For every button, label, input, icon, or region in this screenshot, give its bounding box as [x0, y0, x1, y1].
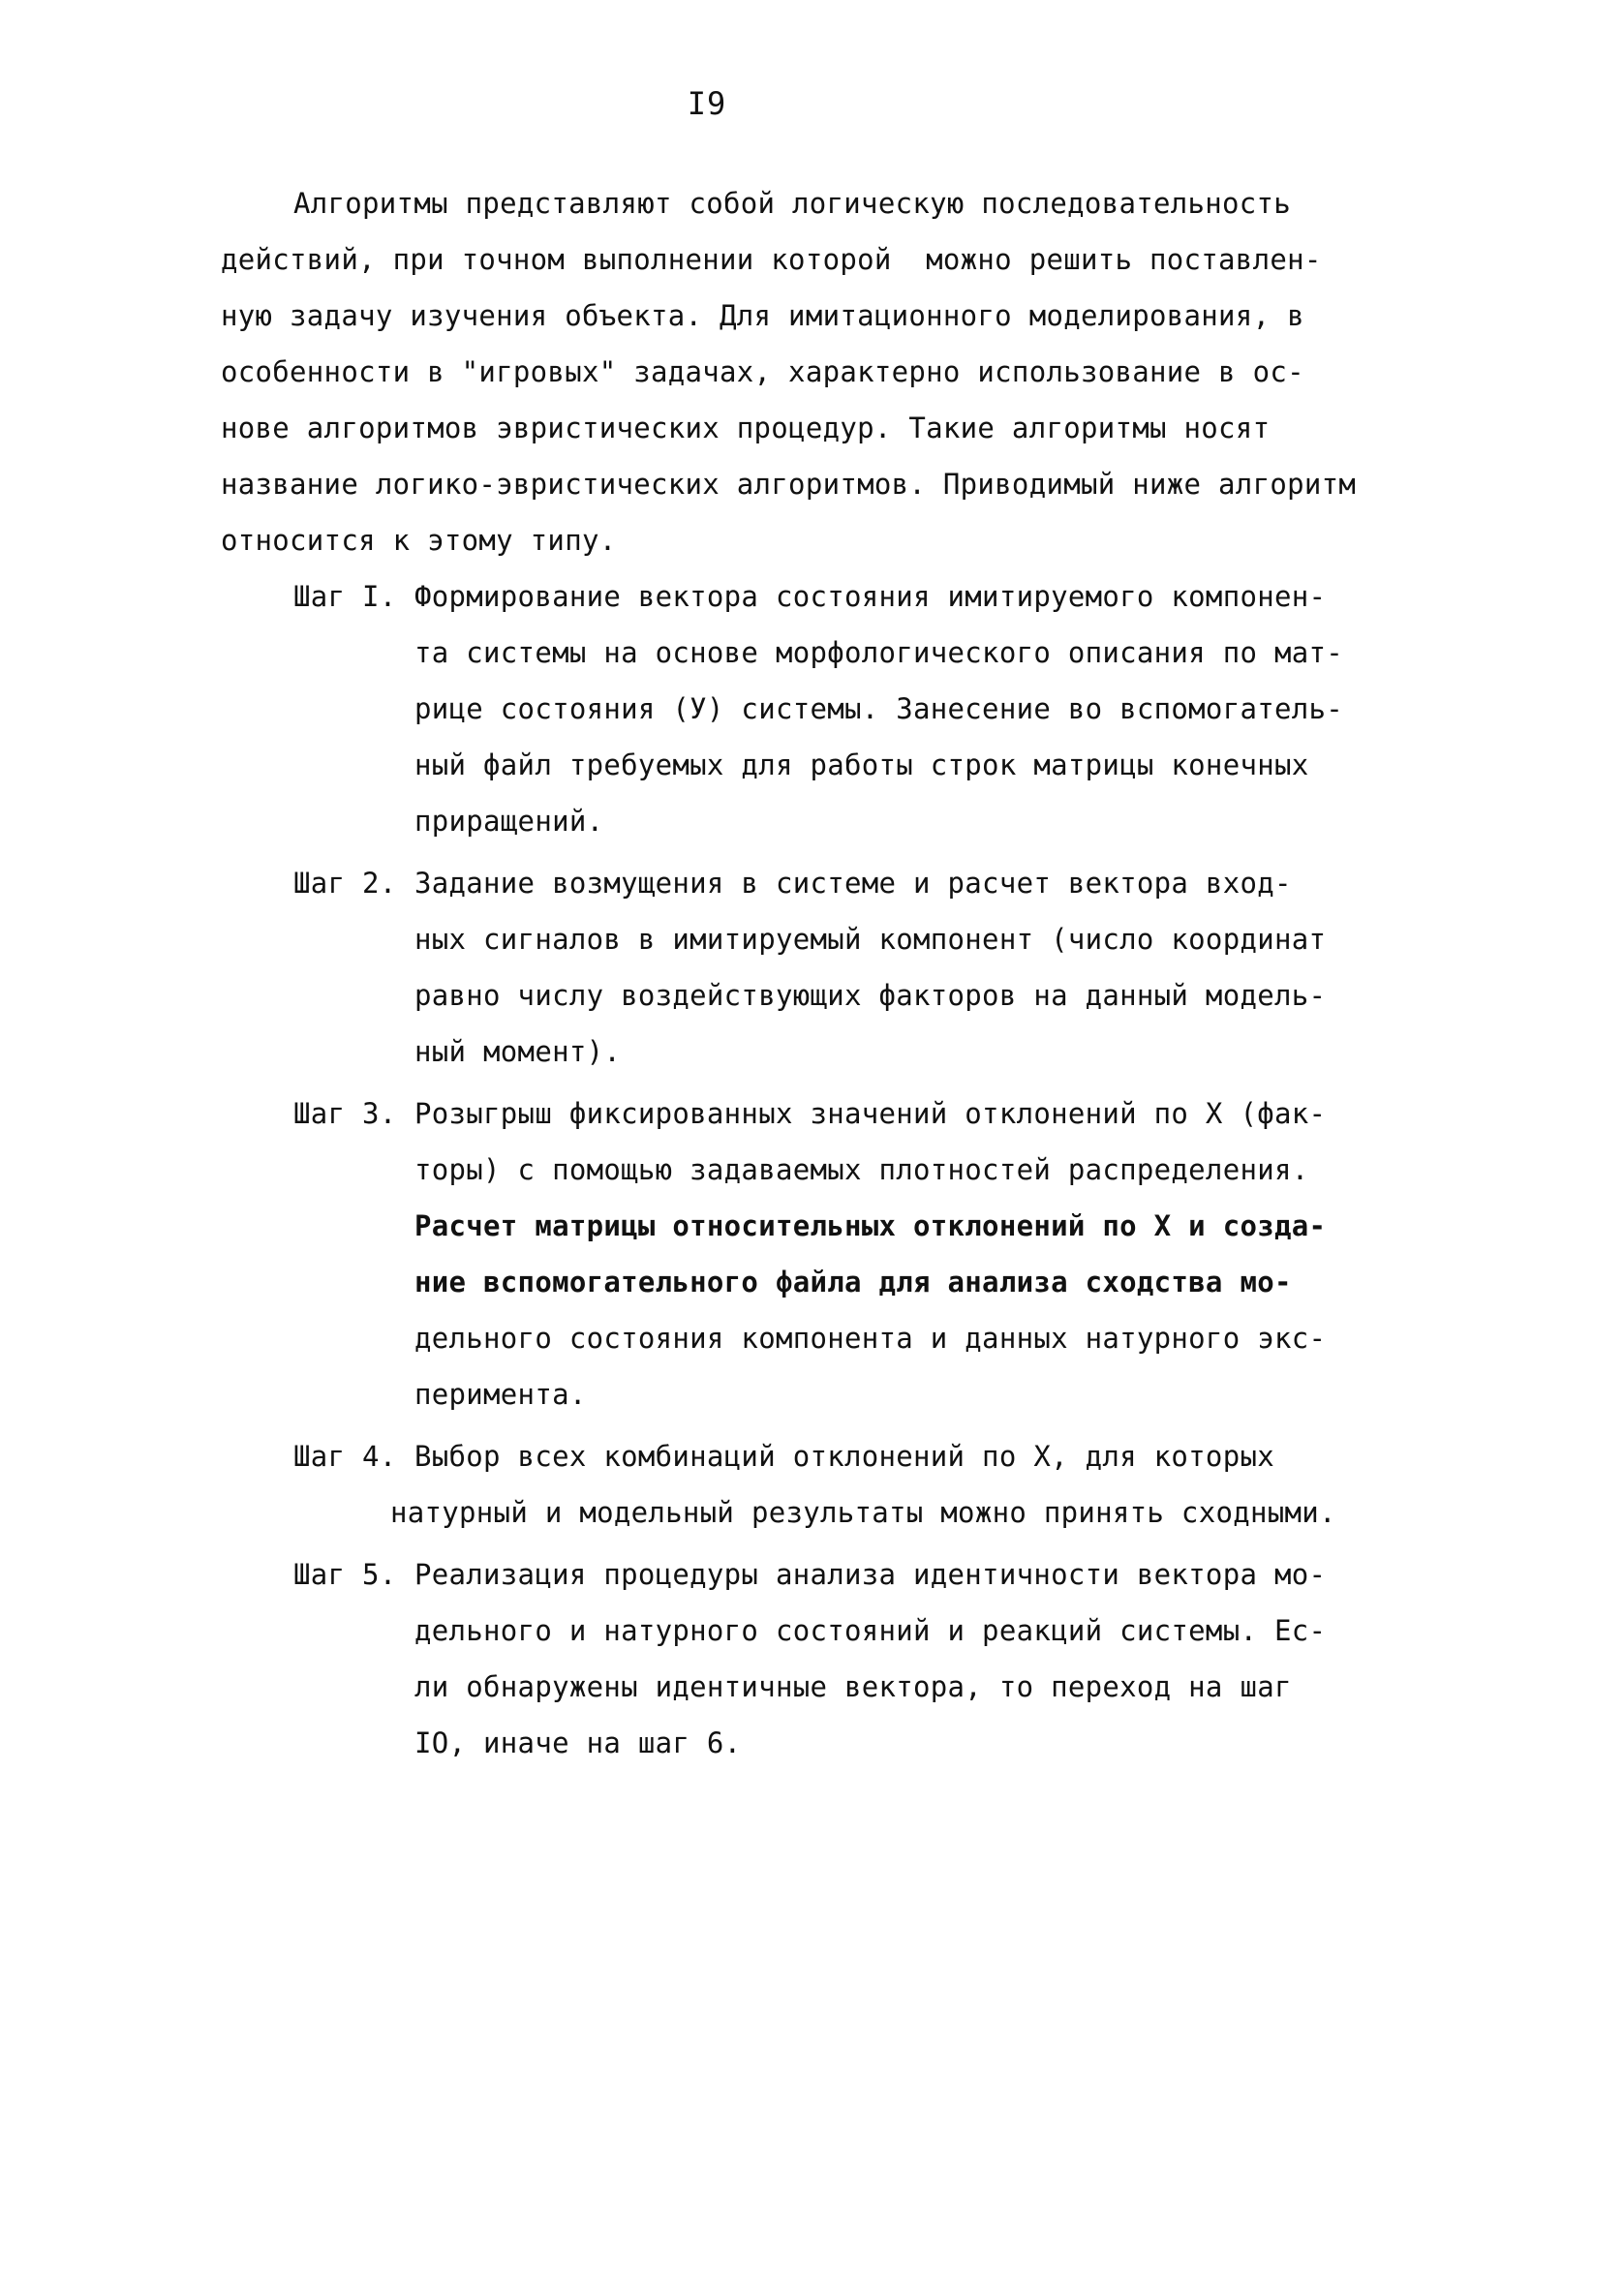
step-line: ный момент). [414, 1035, 622, 1068]
step-line: натурный и модельный результаты можно принять сходными. [390, 1496, 1336, 1529]
intro-line: ную задачу изучения объекта. Для имитационного моделирования, в [221, 299, 1304, 332]
intro-line: относится к этому типу. [221, 524, 617, 557]
step-line: ли обнаружены идентичные вектора, то переход на шаг [414, 1670, 1292, 1703]
step-line: Выбор всех комбинаций отклонений по X, для которых [414, 1440, 1274, 1473]
step-line: дельного и натурного состояний и реакций системы. Ес- [414, 1614, 1327, 1647]
intro-line: особенности в "игровых" задачах, характерно использование в ос- [221, 355, 1304, 388]
step-line: Задание возмущения в системе и расчет вектора вход- [414, 867, 1292, 900]
step-line: дельного состояния компонента и данных натурного экс- [414, 1322, 1327, 1355]
step-label: Шаг 5. [293, 1558, 397, 1591]
step-label: Шаг I. [293, 580, 397, 613]
step-line: Формирование вектора состояния имитируемого компонен- [414, 580, 1327, 613]
intro-line: действий, при точном выполнении которой можно решить поставлен- [221, 243, 1322, 276]
page-number: I9 [687, 85, 727, 122]
step-line: ный файл требуемых для работы строк матрицы конечных [414, 748, 1309, 781]
step-line: IO, иначе на шаг 6. [414, 1726, 742, 1759]
step-line: приращений. [414, 805, 604, 838]
step-line: рице состояния (У) системы. Занесение во вспомогатель- [414, 692, 1344, 725]
step-line: ние вспомогательного файла для анализа сходства мо- [414, 1266, 1292, 1298]
step-line: торы) с помощью задаваемых плотностей распределения. [414, 1153, 1309, 1186]
step-line: перимента. [414, 1378, 587, 1411]
step-line: ных сигналов в имитируемый компонент (число координат [414, 923, 1327, 956]
intro-line: название логико-эвристических алгоритмов. Приводимый ниже алгоритм [221, 468, 1357, 501]
step-label: Шаг 4. [293, 1440, 397, 1473]
step-line: та системы на основе морфологического описания по мат- [414, 636, 1344, 669]
step-line: Розыгрыш фиксированных значений отклонений по X (фак- [414, 1097, 1327, 1130]
step-line: Расчет матрицы относительных отклонений по X и созда- [414, 1209, 1327, 1242]
step-label: Шаг 2. [293, 867, 397, 900]
step-line: Реализация процедуры анализа идентичности вектора мо- [414, 1558, 1327, 1591]
step-line: равно числу воздействующих факторов на данный модель- [414, 979, 1327, 1012]
step-label: Шаг 3. [293, 1097, 397, 1130]
intro-line: нове алгоритмов эвристических процедур. Такие алгоритмы носят [221, 412, 1271, 444]
intro-line: Алгоритмы представляют собой логическую последовательность [293, 187, 1292, 220]
